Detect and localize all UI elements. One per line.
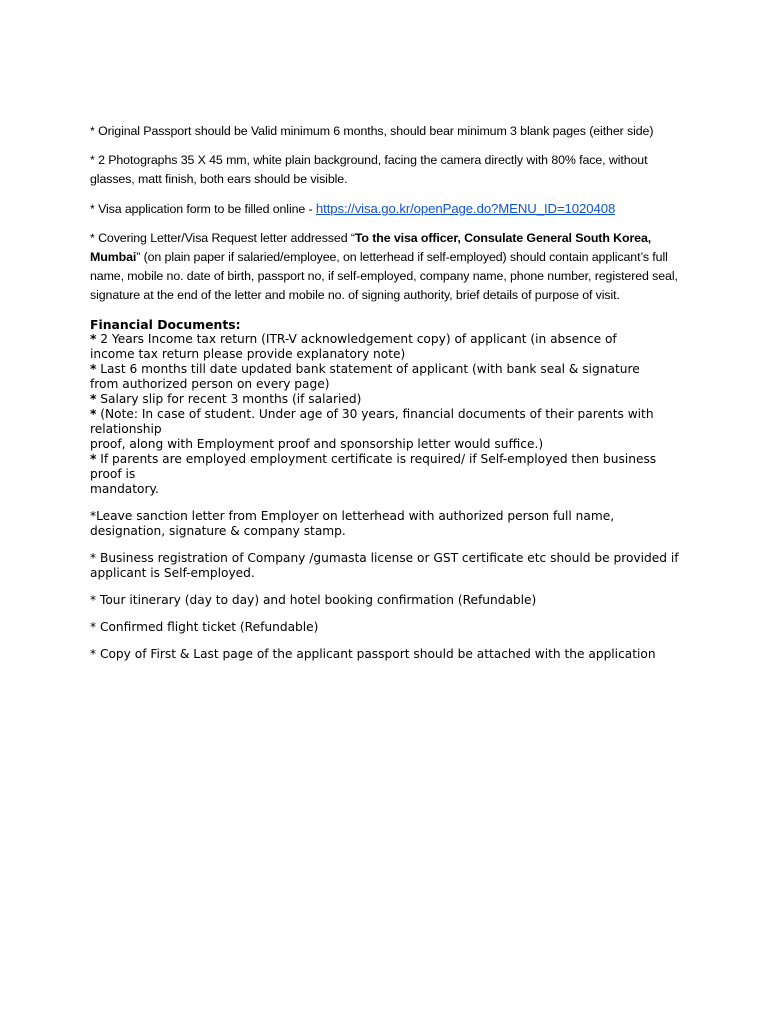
document-page [90,122,682,662]
covering-letter-requirement [90,229,682,305]
financial-line: * 2 Years Income tax return (ITR-V acknowledgement copy) of applicant (in absence of [90,332,617,346]
financial-line: * Salary slip for recent 3 months (if salaried) [90,392,362,406]
bullet-star: * [90,332,97,346]
financial-line: income tax return please provide explanatory note) [90,347,406,361]
covering-letter-addressee: To the visa officer, Consulate General South Korea, Mumbai [90,231,652,264]
financial-documents-title: Financial Documents: [90,317,241,332]
covering-letter-prefix: * Covering Letter/Visa Request letter addressed “ [90,231,355,245]
visa-form-link[interactable]: https://visa.go.kr/openPage.do?MENU_ID=1020408 [315,201,616,216]
other-requirements [90,509,682,662]
visa-form-text: * Visa application form to be filled online - [90,202,316,216]
passport-requirement: * Original Passport should be Valid minimum 6 months, should bear minimum 3 blank pages (either side) [90,124,654,138]
general-requirements [90,122,682,305]
tour-itinerary-requirement: * Tour itinerary (day to day) and hotel booking confirmation (Refundable) [90,593,537,607]
financial-line: mandatory. [90,482,159,496]
financial-line: proof is [90,467,136,481]
financial-line: from authorized person on every page) [90,377,330,391]
bullet-star: * [90,407,97,421]
bullet-star: * [90,452,97,466]
bullet-star: * [90,362,97,376]
visa-form-requirement [90,199,682,219]
financial-documents [90,317,682,497]
financial-line: * (Note: In case of student. Under age of 30 years, financial documents of their parents with [90,407,654,421]
leave-letter-requirement: *Leave sanction letter from Employer on letterhead with authorized person full name, designation, signature & company stamp. [90,509,615,538]
business-registration-requirement: * Business registration of Company /gumasta license or GST certificate etc should be provided if applicant is Self-employed. [90,551,679,580]
bullet-star: * [90,392,97,406]
covering-letter-details: ” (on plain paper if salaried/employee, on letterhead if self-employed) should contain applicant’s full name, mobile no. date of birth, passport no, if self-employed, company name, phone number, registered seal, signature at the end of the letter and mobile no. of signing authority, brief details of purpose of visit. [90,250,678,302]
financial-line: relationship [90,422,162,436]
flight-ticket-requirement: * Confirmed flight ticket (Refundable) [90,620,319,634]
financial-line: * Last 6 months till date updated bank statement of applicant (with bank seal & signature [90,362,640,376]
photograph-requirement: * 2 Photographs 35 X 45 mm, white plain background, facing the camera directly with 80% face, without glasses, matt finish, both ears should be visible. [90,153,648,186]
financial-line: proof, along with Employment proof and sponsorship letter would suffice.) [90,437,544,451]
passport-copy-requirement: * Copy of First & Last page of the applicant passport should be attached with the application [90,647,656,661]
financial-line: * If parents are employed employment certificate is required/ if Self-employed then business [90,452,657,466]
